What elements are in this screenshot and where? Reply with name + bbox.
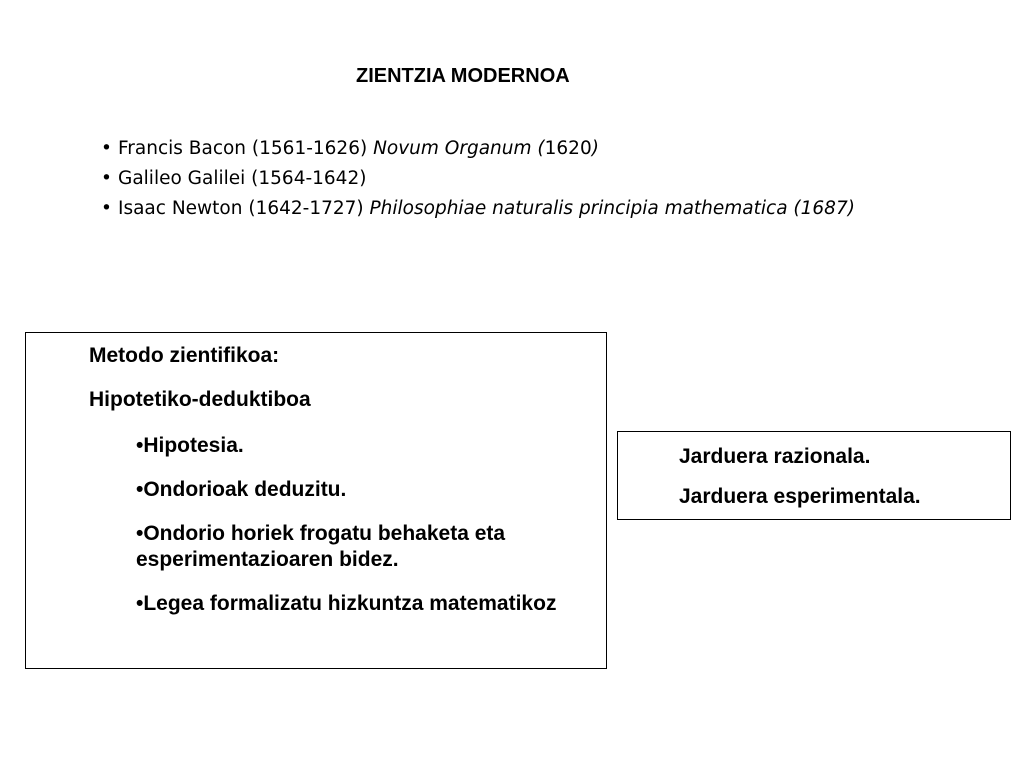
reference-year: 1620 bbox=[544, 138, 592, 159]
references-list bbox=[101, 134, 855, 224]
activity-experimental: Jarduera esperimentala. bbox=[679, 485, 921, 508]
method-subheading: Hipotetiko-deduktiboa bbox=[89, 388, 311, 411]
reference-work-title: Philosophiae naturalis principia mathematica (1687) bbox=[369, 198, 855, 219]
reference-item-galilei bbox=[101, 164, 855, 194]
reference-item-bacon bbox=[101, 134, 855, 164]
activities-box bbox=[617, 431, 1011, 520]
method-steps-list bbox=[136, 433, 606, 635]
bullet: • bbox=[101, 138, 112, 159]
reference-closing: ) bbox=[591, 138, 599, 159]
method-heading: Metodo zientifikoa: bbox=[89, 344, 280, 367]
reference-text: Galileo Galilei (1564-1642) bbox=[118, 168, 367, 189]
method-step: •Ondorio horiek frogatu behaketa eta esperimentazioaren bidez. bbox=[136, 522, 506, 571]
bullet: • bbox=[101, 198, 112, 219]
method-step: •Ondorioak deduzitu. bbox=[136, 478, 347, 501]
bullet: • bbox=[101, 168, 112, 189]
reference-text: Isaac Newton (1642-1727) bbox=[118, 198, 370, 219]
reference-item-newton bbox=[101, 194, 855, 224]
scientific-method-box bbox=[25, 332, 607, 669]
slide-title: ZIENTZIA MODERNOA bbox=[356, 65, 570, 87]
reference-text: Francis Bacon (1561-1626) bbox=[118, 138, 374, 159]
method-step: •Legea formalizatu hizkuntza matematikoz bbox=[136, 592, 557, 615]
activity-rational: Jarduera razionala. bbox=[679, 445, 871, 468]
reference-work-title: Novum Organum ( bbox=[373, 138, 545, 159]
method-step: •Hipotesia. bbox=[136, 434, 244, 457]
